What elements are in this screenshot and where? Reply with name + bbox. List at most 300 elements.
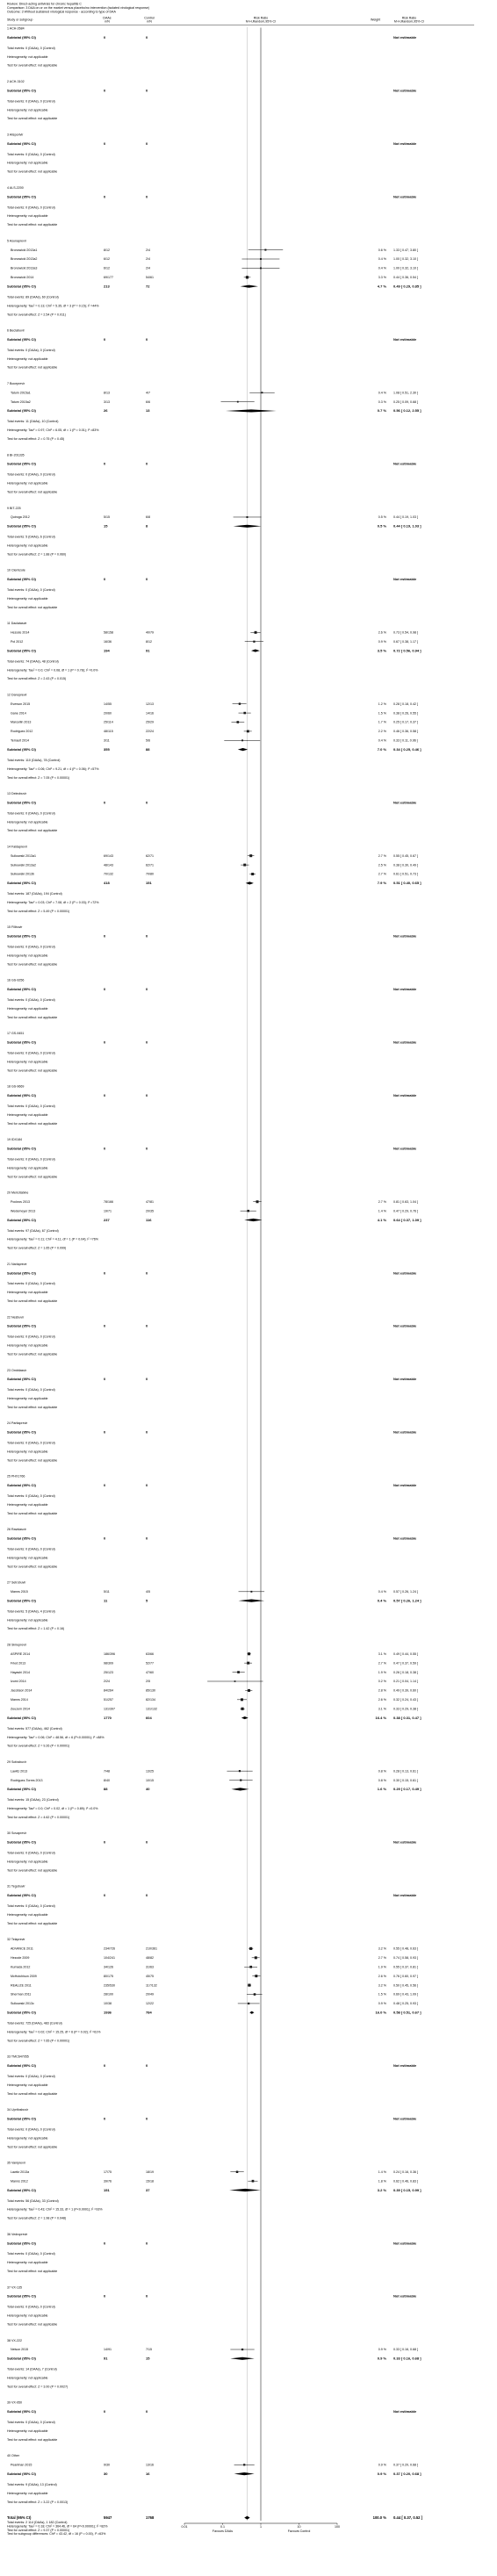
- subtotal-control-n: 13: [146, 408, 150, 414]
- study-daa-events: 14/91: [104, 2348, 112, 2352]
- subgroup-statistics: Total events: 89 (DAAs), 60 (Control): [7, 295, 59, 299]
- study-weight-square: [262, 392, 263, 393]
- subgroup-title: 31 Tegobuvir: [7, 1884, 25, 1889]
- subtotal-control-n: 0: [146, 194, 148, 199]
- subgroup-statistics: Heterogeneity: not applicable: [7, 2376, 48, 2380]
- subtotal-label: Subtotal (95% CI): [7, 2356, 36, 2361]
- subgroup-statistics: Total events: 0 (DAAs), 0 (Control): [7, 1904, 55, 1909]
- study-control-events: 8/12: [146, 639, 152, 644]
- subgroup-statistics: Test for overall effect: Z = 3.22 (P = 0.0013): [7, 2500, 68, 2504]
- study-weight: 3.2 %: [378, 1983, 386, 1988]
- subgroup-statistics: Test for overall effect: not applicable: [7, 1299, 58, 1304]
- study-weight-square: [264, 249, 266, 251]
- subgroup-statistics: Heterogeneity: Tau² = 0.11; Chi² = 4.11, df = 1 (P = 0.04); I² =76%: [7, 1237, 98, 1241]
- x-axis-tick-label: 1: [260, 2525, 262, 2529]
- study-weight: 3.2 %: [378, 1946, 386, 1951]
- study-risk-ratio: 0.25 [ 0.17, 0.37 ]: [393, 720, 418, 724]
- study-daa-events: 98/309: [104, 1661, 113, 1666]
- column-header-daa: DAAs: [103, 16, 112, 20]
- subgroup-statistics: Heterogeneity: not applicable: [7, 1112, 48, 1117]
- study-daa-events: 16/36: [104, 639, 112, 644]
- subgroup-statistics: Total events: 0 (DAAs), 0 (Control): [7, 2075, 55, 2079]
- subtotal-risk-ratio: 0.29 [ 0.17, 0.49 ]: [393, 1787, 421, 1792]
- pooled-estimate-diamond: [239, 1600, 265, 1602]
- subtotal-daa-n: 0: [104, 2116, 106, 2121]
- subtotal-control-n: 15: [146, 2356, 150, 2361]
- study-weight: 1.8 %: [378, 2179, 386, 2184]
- study-control-events: 13/16: [146, 2463, 154, 2467]
- subtotal-risk-ratio: Not estimable: [393, 461, 417, 466]
- study-weight: 2.7 %: [378, 872, 386, 876]
- study-weight: 1.7 %: [378, 720, 386, 724]
- study-weight-square: [234, 1680, 236, 1682]
- subgroup-statistics: Heterogeneity: not applicable: [7, 108, 48, 112]
- pooled-estimate-diamond: [229, 2189, 261, 2191]
- study-risk-ratio: 0.47 [ 0.29, 0.76 ]: [393, 1209, 418, 1213]
- subtotal-control-n: 0: [146, 1093, 148, 1098]
- subtotal-risk-ratio: Not estimable: [393, 140, 417, 146]
- subtotal-risk-ratio: 0.49 [ 0.29, 0.85 ]: [393, 284, 421, 289]
- study-control-events: 6/6: [146, 399, 150, 404]
- study-weight-square: [248, 1652, 250, 1655]
- subtotal-control-n: 0: [146, 2116, 148, 2121]
- study-weight: 3.1 %: [378, 1651, 386, 1656]
- total-daa-n: 5947: [104, 2515, 112, 2520]
- study-control-events: 7/15: [146, 2348, 152, 2352]
- subtotal-control-n: 0: [146, 800, 148, 805]
- study-name: Zeuzem 2014: [11, 1707, 30, 1711]
- subtotal-label: Subtotal (95% CI): [7, 523, 36, 529]
- pooled-estimate-diamond: [241, 285, 258, 288]
- subtotal-weight: 4.7 %: [377, 284, 386, 289]
- study-name: Sherman 2011: [11, 1992, 32, 1997]
- subtotal-risk-ratio: Not estimable: [393, 2293, 417, 2299]
- subgroup-statistics: Heterogeneity: Tau² = 0.0; Chi² = 0.08, df = 1 (P = 0.78); I² =0.0%: [7, 668, 98, 673]
- subgroup-title: 20 Mericitabine: [7, 1191, 29, 1195]
- study-weight-square: [243, 2464, 245, 2465]
- subtotal-control-n: 5: [146, 1598, 148, 1603]
- study-risk-ratio: 0.50 [ 0.45, 0.56 ]: [393, 1983, 418, 1988]
- study-daa-events: 58/158: [104, 630, 113, 635]
- subgroup-title: 27 Setrobuvir: [7, 1580, 26, 1585]
- subgroup-statistics: Total events: 15 (DAAs), 23 (Control): [7, 1798, 59, 1802]
- subgroup-statistics: Test for overall effect: Z = 7.05 (P < 0.00001): [7, 775, 70, 780]
- subtotal-label: Subtotal (95% CI): [7, 1377, 36, 1382]
- subtotal-weight: 0.4 %: [377, 1598, 386, 1603]
- study-daa-events: 34/126: [104, 1965, 113, 1969]
- subtotal-label: Subtotal (95% CI): [7, 1429, 36, 1435]
- subgroup-statistics: Total events: 0 (DAAs), 0 (Control): [7, 1441, 55, 1445]
- subtotal-weight: 16.0 %: [375, 2010, 386, 2015]
- study-weight-square: [248, 1689, 250, 1692]
- subgroup-statistics: Heterogeneity: not applicable: [7, 1060, 48, 1064]
- subgroup-statistics: Heterogeneity: not applicable: [7, 2428, 48, 2433]
- study-risk-ratio: 1.00 [ 0.32, 3.10 ]: [393, 266, 418, 270]
- study-weight: 2.7 %: [378, 1661, 386, 1666]
- study-weight: 2.7 %: [378, 853, 386, 858]
- study-name: ADVANCE 2011: [11, 1946, 33, 1951]
- study-weight: 0.9 %: [378, 2348, 386, 2352]
- subgroup-statistics: Heterogeneity: not applicable: [7, 54, 48, 59]
- subgroup-statistics: Test for overall effect: not applicable: [7, 1868, 58, 1873]
- subtotal-risk-ratio: Not estimable: [393, 2116, 417, 2121]
- subgroup-title: 12 Danoprevir: [7, 693, 27, 697]
- study-name: Manns 2014: [11, 1698, 28, 1702]
- subtotal-risk-ratio: Not estimable: [393, 1536, 417, 1541]
- subtotal-risk-ratio: 0.57 [ 0.26, 1.24 ]: [393, 1598, 421, 1603]
- subgroup-statistics: Heterogeneity: not applicable: [7, 543, 48, 548]
- study-name: Fried 2013: [11, 1661, 26, 1666]
- subgroup-statistics: Total events: 0 (DAAs), 0 (Control): [7, 998, 55, 1003]
- subgroup-statistics: Test for overall effect: not applicable: [7, 169, 58, 174]
- subtotal-label: Subtotal (95% CI): [7, 140, 36, 146]
- subgroup-statistics: Total events: 110 (DAAs), 78 (Control): [7, 758, 61, 762]
- subgroup-statistics: Total events: 0 (DAAs), 0 (Control): [7, 152, 55, 156]
- subtotal-risk-ratio: Not estimable: [393, 987, 417, 992]
- study-daa-events: 6/12: [104, 257, 110, 262]
- subgroup-statistics: Heterogeneity: not applicable: [7, 481, 48, 486]
- study-weight-square: [241, 1708, 243, 1710]
- subtotal-label: Subtotal (95% CI): [7, 1270, 36, 1276]
- subtotal-control-n: 0: [146, 34, 148, 40]
- subtotal-control-n: 116: [146, 1217, 152, 1222]
- study-weight: 1.9 %: [378, 1670, 386, 1674]
- study-control-events: 54/61: [146, 276, 154, 280]
- study-risk-ratio: 0.62 [ 0.46, 0.83 ]: [393, 2179, 418, 2184]
- subgroup-title: 33 TMC647055: [7, 2054, 29, 2059]
- subtotal-control-n: 0: [146, 577, 148, 582]
- subgroup-title: 21 Narlaprevir: [7, 1262, 27, 1266]
- study-daa-events: 48/115: [104, 730, 113, 734]
- subtotal-risk-ratio: Not estimable: [393, 577, 417, 582]
- study-control-events: 40/79: [146, 630, 154, 635]
- study-daa-events: 8/12: [104, 248, 110, 252]
- subgroup-statistics: Total events: 14 (DAAs), 7 (Control): [7, 2367, 57, 2371]
- outcome-title: Outcome: 3 Without sustained virological response - according to type of DAA: [7, 10, 116, 14]
- subtotal-risk-ratio: Not estimable: [393, 1429, 417, 1435]
- subtotal-daa-n: 418: [104, 881, 110, 886]
- study-name: Everson 2015: [11, 702, 31, 706]
- subtotal-control-n: 0: [146, 1893, 148, 1898]
- study-name: REALIZE 2011: [11, 1983, 32, 1988]
- subgroup-statistics: Heterogeneity: not applicable: [7, 2491, 48, 2495]
- study-weight-square: [255, 631, 257, 634]
- study-name: Sulkowski 2013a2: [11, 863, 36, 867]
- subgroup-statistics: Test for overall effect: Z = 4.62 (P < 0.00001): [7, 1815, 70, 1819]
- subtotal-daa-n: 237: [104, 1217, 110, 1222]
- pooled-estimate-diamond: [230, 2357, 254, 2360]
- study-daa-events: 14/55: [104, 702, 112, 706]
- subtotal-daa-n: 0: [104, 1839, 106, 1845]
- subtotal-control-n: 784: [146, 2010, 152, 2015]
- subgroup-title: 23 Ombitasvir: [7, 1368, 27, 1372]
- subtotal-risk-ratio: Not estimable: [393, 1146, 417, 1151]
- total-control-n: 1768: [146, 2515, 155, 2520]
- study-risk-ratio: 0.76 [ 0.60, 0.97 ]: [393, 1974, 418, 1978]
- study-daa-events: 9/30: [104, 2463, 110, 2467]
- study-weight-square: [241, 1698, 243, 1701]
- study-name: Terrault 2014: [11, 738, 29, 743]
- study-weight-square: [239, 702, 241, 704]
- total-statistics: Heterogeneity: Tau² = 0.18; Chi² = 364.46, df = 64 (P<0.00001); I² =82%: [7, 2524, 108, 2529]
- study-weight: 0.4 %: [378, 738, 386, 743]
- subtotal-daa-n: 213: [104, 284, 110, 289]
- subgroup-statistics: Test for overall effect: not applicable: [7, 2322, 58, 2327]
- study-daa-events: 104/241: [104, 1956, 115, 1961]
- study-daa-events: 234/726: [104, 1946, 115, 1951]
- study-risk-ratio: 0.47 [ 0.37, 0.59 ]: [393, 1661, 418, 1666]
- subgroup-statistics: Heterogeneity: not applicable: [7, 161, 48, 165]
- study-weight: 0.2 %: [378, 1680, 386, 1684]
- pooled-estimate-diamond: [232, 1788, 249, 1790]
- subtotal-risk-ratio: Not estimable: [393, 1093, 417, 1098]
- subtotal-risk-ratio: Not estimable: [393, 1270, 417, 1276]
- study-name: Hayashi 2014: [11, 1670, 30, 1674]
- study-control-events: 25/29: [146, 720, 154, 724]
- subgroup-statistics: Heterogeneity: not applicable: [7, 1450, 48, 1454]
- study-weight: 1.5 %: [378, 1992, 386, 1997]
- study-risk-ratio: 0.32 [ 0.24, 0.43 ]: [393, 1698, 418, 1702]
- study-daa-events: 131/397: [104, 1707, 115, 1711]
- subtotal-daa-n: 0: [104, 34, 106, 40]
- subgroup-statistics: Test for overall effect: Z = 2.43 (P = 0.015): [7, 677, 67, 681]
- subgroup-statistics: Total events: 577 (DAAs), 462 (Control): [7, 1726, 62, 1731]
- study-weight-square: [249, 854, 252, 857]
- pooled-estimate-diamond: [251, 649, 260, 651]
- study-weight: 0.8 %: [378, 1769, 386, 1774]
- study-control-events: 48/82: [146, 1956, 154, 1961]
- study-weight-square: [255, 1956, 257, 1959]
- subtotal-weight: 1.6 %: [377, 1787, 386, 1792]
- study-risk-ratio: 0.33 [ 0.11, 0.96 ]: [393, 738, 418, 743]
- subgroup-statistics: Test for overall effect: not applicable: [7, 1352, 58, 1356]
- subgroup-statistics: Test for overall effect: not applicable: [7, 1069, 58, 1073]
- study-risk-ratio: 0.67 [ 0.38, 1.17 ]: [393, 639, 418, 644]
- subtotal-control-n: 0: [146, 1377, 148, 1382]
- study-risk-ratio: 0.21 [ 0.04, 1.14 ]: [393, 1680, 418, 1684]
- study-control-events: 52/77: [146, 1661, 154, 1666]
- study-control-events: 2/4: [146, 266, 150, 270]
- comparison-title: Comparison: 3 DAA on or on the market versus placebo/no intervention (isolated virological response): [7, 6, 150, 10]
- subgroup-title: 6 Beclabuvir: [7, 328, 25, 333]
- study-daa-events: 39/76: [104, 2179, 112, 2184]
- subtotal-control-n: 91: [146, 648, 150, 653]
- pooled-estimate-diamond: [249, 2011, 254, 2014]
- study-daa-events: 20/60: [104, 711, 112, 716]
- study-name: Quiroga 2012: [11, 515, 30, 520]
- study-name: Bronowicki 2014: [11, 276, 34, 280]
- subtotal-control-n: 8: [146, 523, 148, 529]
- subtotal-risk-ratio: 0.39 [ 0.15, 0.99 ]: [393, 2187, 421, 2192]
- subgroup-title: 19 IDX184: [7, 1138, 22, 1142]
- subgroup-statistics: Test for overall effect: Z = 1.98 (P = 0.048): [7, 2216, 67, 2220]
- subgroup-statistics: Test for overall effect: not applicable: [7, 962, 58, 967]
- study-name: Marcellin 2013: [11, 720, 32, 724]
- subgroup-statistics: Total events: 0 (DAAs), 0 (Control): [7, 2305, 55, 2309]
- subtotal-risk-ratio: Not estimable: [393, 1893, 417, 1898]
- subtotal-label: Subtotal (95% CI): [7, 336, 36, 342]
- column-header-study: Study or subgroup: [7, 18, 33, 22]
- subtotal-weight: 16.4 %: [375, 1715, 386, 1720]
- subgroup-statistics: Test for overall effect: not applicable: [7, 117, 58, 121]
- study-daa-events: 80/175: [104, 1974, 113, 1978]
- study-daa-events: 10/38: [104, 2002, 112, 2006]
- subgroup-title: 28 Simeprevir: [7, 1643, 27, 1647]
- subgroup-statistics: Total events: 0 (DAAs), 0 (Control): [7, 2421, 55, 2425]
- subgroup-statistics: Heterogeneity: not applicable: [7, 1860, 48, 1864]
- subgroup-statistics: Heterogeneity: not applicable: [7, 2261, 48, 2265]
- subgroup-statistics: Total events: 0 (DAAs), 0 (Control): [7, 1851, 55, 1855]
- subtotal-control-n: 0: [146, 140, 148, 146]
- subgroup-statistics: Total events: 0 (DAAs), 0 (Control): [7, 1335, 55, 1339]
- subtotal-weight: 0.9 %: [377, 2471, 386, 2476]
- subgroup-statistics: Test for overall effect: Z = 1.65 (P = 0.099): [7, 1246, 67, 1250]
- subgroup-statistics: Total events: 0 (DAAs), 0 (Control): [7, 588, 55, 593]
- study-risk-ratio: 0.49 [ 0.44, 0.55 ]: [393, 1651, 418, 1656]
- study-daa-events: 8/40: [104, 1778, 110, 1782]
- subgroup-statistics: Total events: 0 (DAAs), 0 (Control): [7, 348, 55, 352]
- subgroup-statistics: Test for overall effect: Z = 0.75 (P = 0.45): [7, 437, 65, 442]
- subgroup-title: 14 Faldaprevir: [7, 845, 27, 849]
- subgroup-statistics: Test for overall effect: Z = 1.88 (P = 0.060): [7, 552, 67, 557]
- study-weight-square: [247, 730, 249, 732]
- subgroup-statistics: Total events: 0 (DAAs), 0 (Control): [7, 99, 55, 104]
- subtotal-risk-ratio: Not estimable: [393, 1839, 417, 1845]
- study-control-events: 4/5: [146, 1590, 150, 1594]
- subgroup-statistics: Test for overall effect: Z = 9.26 (P < 0.00001): [7, 1744, 70, 1748]
- study-risk-ratio: 0.37 [ 0.20, 0.68 ]: [393, 2463, 418, 2467]
- study-weight-square: [237, 401, 239, 403]
- column-header-weight: Weight: [371, 18, 381, 22]
- subtotal-control-n: 0: [146, 1270, 148, 1276]
- study-risk-ratio: 0.30 [ 0.15, 0.61 ]: [393, 1778, 418, 1782]
- subtotal-label: Subtotal (95% CI): [7, 1217, 36, 1222]
- study-daa-events: 3/11: [104, 738, 110, 743]
- subtotal-risk-ratio: 0.44 [ 0.19, 1.03 ]: [393, 523, 421, 529]
- study-daa-events: 51/257: [104, 1698, 113, 1702]
- subgroup-statistics: Total events: 0 (DAAs), 0 (Control): [7, 1388, 55, 1392]
- subtotal-label: Subtotal (95% CI): [7, 2116, 36, 2121]
- study-risk-ratio: 0.55 [ 0.37, 0.81 ]: [393, 1965, 418, 1969]
- subgroup-statistics: Total events: 0 (DAAs), 0 (Control): [7, 46, 55, 50]
- subtotal-label: Subtotal (95% CI): [7, 2063, 36, 2069]
- subgroup-statistics: Total events: 9 (DAAs), 13 (Control): [7, 2482, 57, 2486]
- study-weight: 0.4 %: [378, 1590, 386, 1594]
- subgroup-statistics: Test for overall effect: not applicable: [7, 2437, 58, 2442]
- study-daa-events: 19/71: [104, 1209, 112, 1213]
- subtotal-label: Subtotal (95% CI): [7, 1787, 36, 1792]
- study-risk-ratio: 0.57 [ 0.26, 1.24 ]: [393, 1590, 418, 1594]
- subtotal-risk-ratio: Not estimable: [393, 1377, 417, 1382]
- study-name: Sulkowski 2013b: [11, 872, 34, 876]
- study-name: Izumi 2014: [11, 1680, 26, 1684]
- subgroup-statistics: Test for overall effect: not applicable: [7, 2145, 58, 2149]
- subgroup-title: 22 Nesbuvir: [7, 1315, 25, 1320]
- subtotal-daa-n: 0: [104, 577, 106, 582]
- study-risk-ratio: 0.33 [ 0.29, 0.38 ]: [393, 1707, 418, 1711]
- study-weight: 2.6 %: [378, 630, 386, 635]
- study-risk-ratio: 0.33 [ 0.16, 0.68 ]: [393, 2348, 418, 2352]
- study-risk-ratio: 0.24 [ 0.16, 0.36 ]: [393, 2169, 418, 2174]
- subgroup-statistics: Total events: 0 (DAAs), 0 (Control): [7, 1157, 55, 1162]
- study-control-events: 20/35: [146, 1209, 154, 1213]
- subtotal-risk-ratio: Not estimable: [393, 1040, 417, 1045]
- study-weight-square: [248, 1984, 250, 1987]
- study-weight: 2.7 %: [378, 1199, 386, 1204]
- subtotal-label: Subtotal (95% CI): [7, 1598, 36, 1603]
- subtotal-daa-n: 0: [104, 2293, 106, 2299]
- subtotal-daa-n: 0: [104, 1146, 106, 1151]
- subgroup-title: 38 VX-222: [7, 2338, 22, 2342]
- subgroup-statistics: Heterogeneity: not applicable: [7, 214, 48, 219]
- subgroup-statistics: Heterogeneity: not applicable: [7, 2136, 48, 2141]
- subtotal-label: Subtotal (95% CI): [7, 2241, 36, 2246]
- subgroup-statistics: Heterogeneity: not applicable: [7, 1006, 48, 1011]
- subgroup-statistics: Test for overall effect: Z = 5.49 (P < 0.00001): [7, 909, 70, 913]
- subtotal-daa-n: 0: [104, 461, 106, 466]
- subgroup-statistics: Test for overall effect: not applicable: [7, 1015, 58, 1019]
- subtotal-label: Subtotal (95% CI): [7, 408, 36, 414]
- study-weight: 0.5 %: [378, 515, 386, 520]
- subgroup-statistics: Heterogeneity: not applicable: [7, 596, 48, 601]
- x-axis-tick-label: 10: [297, 2525, 301, 2529]
- subgroup-statistics: Test for overall effect: not applicable: [7, 1921, 58, 1925]
- total-risk-ratio: 0.44 [ 0.37, 0.52 ]: [393, 2515, 423, 2520]
- study-daa-events: 5/15: [104, 515, 110, 520]
- subgroup-title: 39 VX-950: [7, 2400, 22, 2405]
- subtotal-daa-n: 1936: [104, 2010, 112, 2015]
- study-name: Gane 2014: [11, 711, 26, 716]
- study-weight: 1.5 %: [378, 711, 386, 716]
- subgroup-statistics: Test for overall effect: not applicable: [7, 829, 58, 833]
- subtotal-control-n: 0: [146, 1323, 148, 1328]
- column-header-daa-sub: n/N: [104, 19, 110, 24]
- subtotal-daa-n: 0: [104, 1536, 106, 1541]
- study-name: Pockros 2013: [11, 1199, 30, 1204]
- subtotal-label: Subtotal (95% CI): [7, 1093, 36, 1098]
- subgroup-statistics: Total events: 187 (DAAs), 194 (Control): [7, 892, 62, 896]
- subgroup-statistics: Total events: 56 (DAAs), 33 (Control): [7, 2198, 59, 2203]
- subgroup-title: 18 GS-9669: [7, 1084, 25, 1089]
- subgroup-statistics: Test for overall effect: not applicable: [7, 63, 58, 68]
- study-risk-ratio: 0.74 [ 0.58, 0.93 ]: [393, 1956, 418, 1961]
- subtotal-daa-n: 355: [104, 746, 110, 752]
- subgroup-statistics: Heterogeneity: not applicable: [7, 1913, 48, 1918]
- subtotal-daa-n: 0: [104, 1429, 106, 1435]
- study-weight-square: [243, 864, 246, 867]
- subgroup-title: 26 Ravidasvir: [7, 1528, 26, 1532]
- subtotal-daa-n: 0: [104, 1323, 106, 1328]
- subgroup-statistics: Total events: 0 (DAAs), 0 (Control): [7, 472, 55, 477]
- study-risk-ratio: 0.26 [ 0.18, 0.38 ]: [393, 1670, 418, 1674]
- subtotal-risk-ratio: 0.33 [ 0.16, 0.68 ]: [393, 2356, 421, 2361]
- subtotal-risk-ratio: 0.56 [ 0.12, 2.55 ]: [393, 408, 421, 414]
- subtotal-weight: 0.9 %: [377, 2356, 386, 2361]
- subtotal-weight: 3.2 %: [377, 2187, 386, 2192]
- study-control-events: 62/71: [146, 853, 154, 858]
- study-weight-square: [255, 1975, 257, 1977]
- study-name: Jacobson 2014: [11, 1688, 32, 1693]
- subtotal-risk-ratio: Not estimable: [393, 1483, 417, 1488]
- subgroup-statistics: Test for overall effect: Z = 1.42 (P = 0.16): [7, 1627, 65, 1631]
- study-name: McHutchison 2009: [11, 1974, 37, 1978]
- subgroup-statistics: Heterogeneity: not applicable: [7, 820, 48, 824]
- subgroup-statistics: Heterogeneity: not applicable: [7, 1618, 48, 1623]
- subgroup-statistics: Test for overall effect: Z = 3.00 (P = 0.0027): [7, 2385, 68, 2389]
- subgroup-title: 35 Vaniprevir: [7, 2161, 25, 2165]
- subtotal-label: Subtotal (95% CI): [7, 284, 36, 289]
- study-control-events: 22/24: [146, 730, 154, 734]
